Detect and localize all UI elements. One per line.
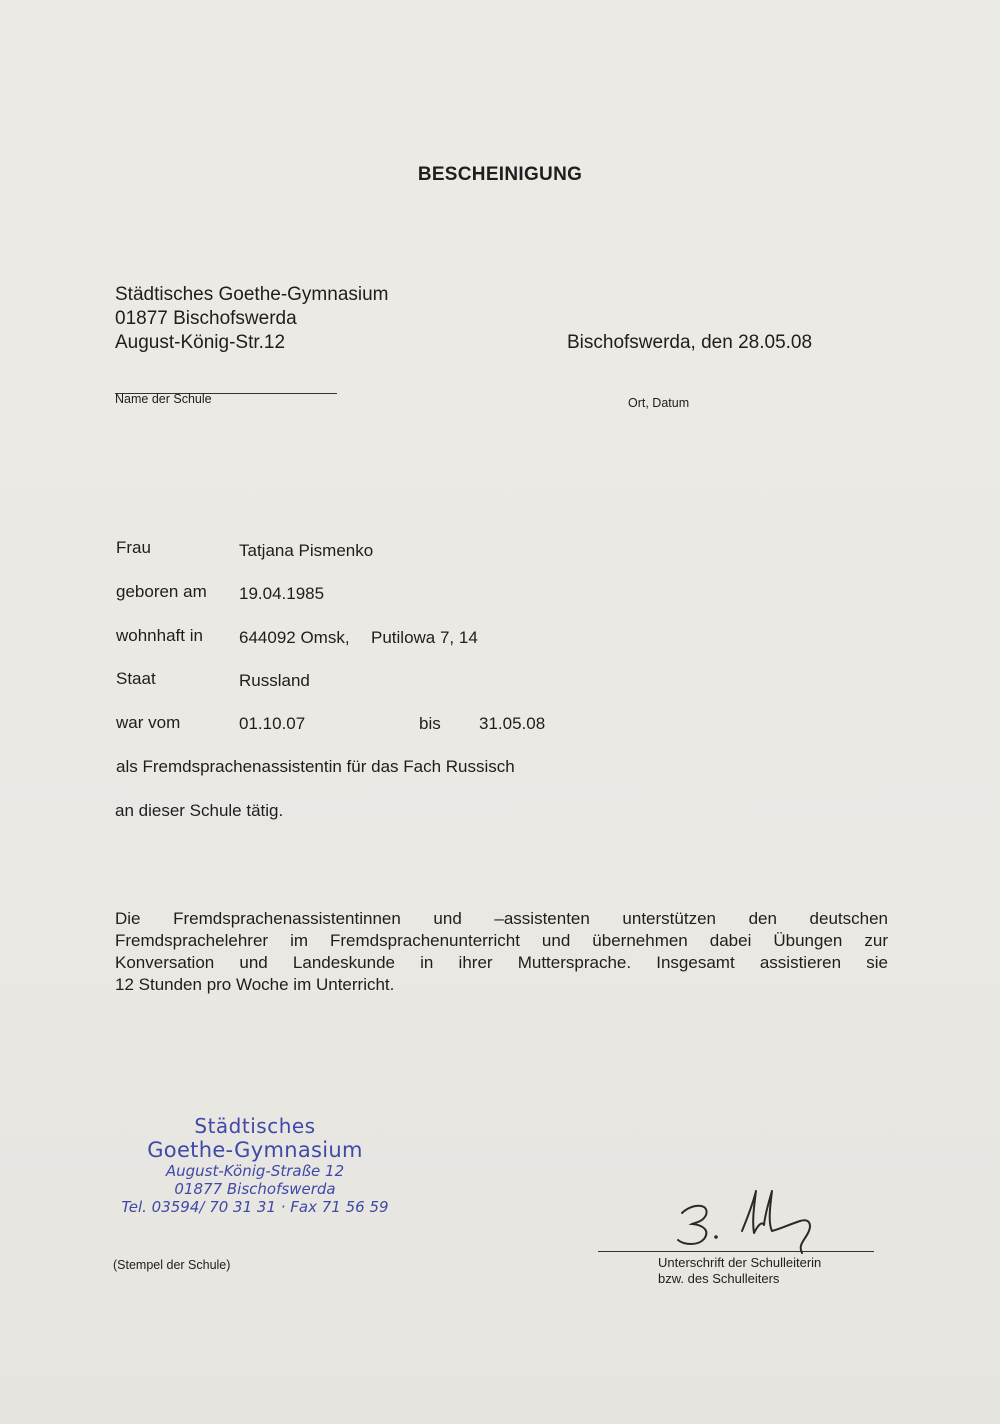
residence-city: 644092 Omsk, bbox=[239, 628, 350, 647]
school-name: Städtisches Goethe-Gymnasium bbox=[115, 284, 389, 305]
stamp-line-2: Goethe-Gymnasium bbox=[147, 1138, 363, 1162]
signature-caption-2: bzw. des Schulleiters bbox=[658, 1271, 780, 1286]
salutation-label: Frau bbox=[116, 538, 151, 557]
period-to: 31.05.08 bbox=[479, 714, 546, 733]
paragraph-line-1: Die Fremdsprachenassistentinnen und –assistenten unterstützen den deutschen bbox=[115, 909, 888, 928]
paragraph-line-4: 12 Stunden pro Woche im Unterricht. bbox=[115, 975, 395, 994]
period-from: 01.10.07 bbox=[239, 714, 306, 733]
stamp-line-4: 01877 Bischofswerda bbox=[174, 1180, 336, 1198]
paragraph-line-3: Konversation und Landeskunde in ihrer Muttersprache. Insgesamt assistieren sie bbox=[115, 953, 888, 972]
residence-label: wohnhaft in bbox=[116, 626, 203, 645]
residence-street: Putilowa 7, 14 bbox=[371, 628, 478, 647]
place-date-caption: Ort, Datum bbox=[628, 396, 690, 410]
stamp-line-5: Tel. 03594/ 70 31 31 · Fax 71 56 59 bbox=[121, 1198, 389, 1216]
place-date: Bischofswerda, den 28.05.08 bbox=[567, 332, 813, 353]
role-line: als Fremdsprachenassistentin für das Fach Russisch bbox=[116, 757, 515, 776]
stamp-line-1: Städtisches bbox=[194, 1114, 316, 1138]
country-label: Staat bbox=[116, 669, 156, 688]
description-paragraph bbox=[115, 908, 888, 996]
paragraph-line-2: Fremdsprachelehrer im Fremdsprachenunterricht und übernehmen dabei Übungen zur bbox=[115, 931, 888, 950]
stamp-line-3: August-König-Straße 12 bbox=[165, 1162, 345, 1180]
person-name: Tatjana Pismenko bbox=[239, 541, 374, 560]
period-to-label: bis bbox=[419, 714, 441, 733]
period-label: war vom bbox=[116, 713, 181, 732]
school-stamp bbox=[110, 1114, 400, 1216]
stamp-caption: (Stempel der Schule) bbox=[113, 1258, 231, 1272]
school-street: August-König-Str.12 bbox=[115, 332, 286, 353]
document-title: BESCHEINIGUNG bbox=[417, 164, 583, 185]
born-value: 19.04.1985 bbox=[239, 584, 325, 603]
signature-rule bbox=[598, 1251, 874, 1252]
handwritten-signature bbox=[670, 1185, 820, 1255]
born-label: geboren am bbox=[116, 582, 207, 601]
country-value: Russland bbox=[239, 671, 310, 690]
school-name-caption: Name der Schule bbox=[115, 392, 212, 406]
signature-caption-1: Unterschrift der Schulleiterin bbox=[658, 1255, 822, 1270]
closing-line: an dieser Schule tätig. bbox=[115, 801, 284, 820]
school-city: 01877 Bischofswerda bbox=[115, 308, 297, 329]
